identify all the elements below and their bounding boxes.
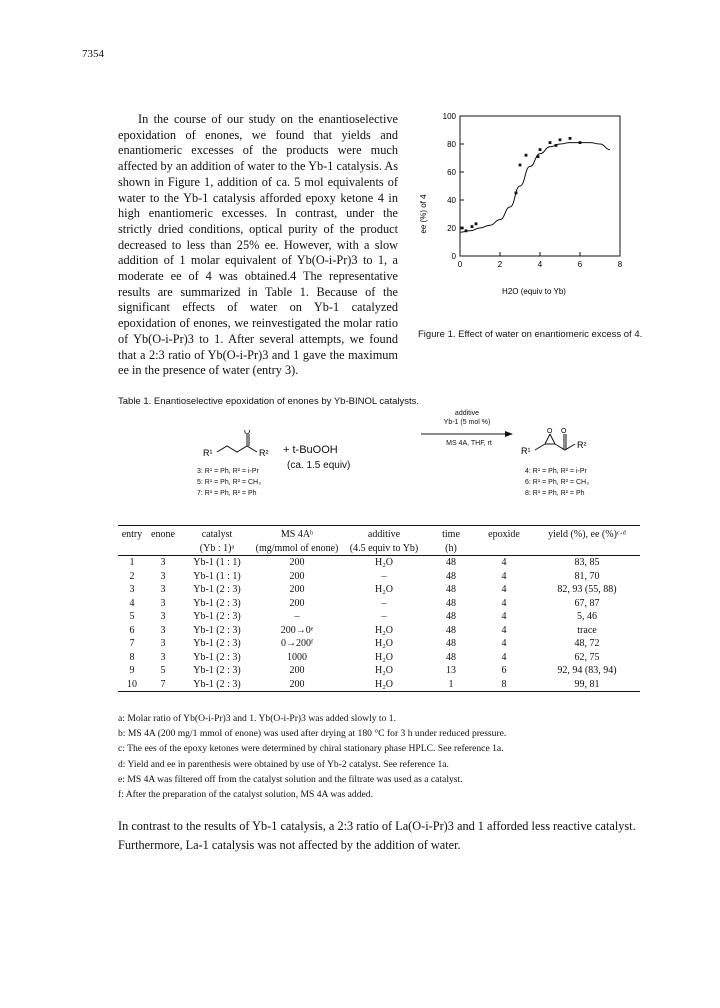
- table-cell: Yb-1 (2 : 3): [193, 611, 241, 623]
- table-cell: 4: [501, 584, 507, 596]
- table-cell: 5: [160, 665, 166, 677]
- header-row-2: [118, 542, 640, 556]
- table-cell: 9: [129, 665, 135, 677]
- data-point: [461, 227, 464, 230]
- table-cell: 3: [160, 624, 166, 636]
- results-table: [118, 525, 640, 692]
- column-header: MS 4Aᵇ: [254, 526, 340, 542]
- table-cell: 200: [289, 597, 305, 609]
- figure-1-chart: [408, 106, 638, 296]
- intro-text: In the course of our study on the enantioselective epoxidation of enones, we found that yields and enantiomeric excesses of the products were much affected by an addition of water to the Yb-1 catalysis. As shown in Figure 1, addition of ca. 5 mol equivalents of water to the Yb-1 catalysis afforded epoxy ketone 4 in high enantiomeric excesses. In contrast, under the strictly dried conditions, optical purity of the product decreased to less than 25% ee. However, with a slow addition of 1 molar equivalent of Yb(O-i-Pr)3 to 1, a moderate ee of 4 was obtained.4 The representative results are summarized in Table 1. Because of the significant effects of water on Yb-1 catalyzed epoxidation of enones, we reinvestigated the molar ratio of Yb(O-i-Pr)3 to 1. After several attempts, we found that a 2:3 ratio of Yb(O-i-Pr)3 and 1 gave the maximum ee in the presence of water (entry 3).: [118, 112, 398, 378]
- table-row: [118, 678, 640, 692]
- table-cell: 3: [160, 611, 166, 623]
- table-cell: 4: [501, 557, 507, 569]
- table-cell: 99, 81: [534, 678, 640, 692]
- table-cell: 3: [160, 651, 166, 663]
- svg-text:O: O: [547, 428, 553, 435]
- table-cell: 200: [254, 678, 340, 692]
- arrow-label-2: Yb-1 (5 mol %): [443, 419, 491, 426]
- column-subheader: (h): [428, 542, 474, 556]
- data-point: [555, 144, 558, 147]
- right-def-3: 8: R¹ = Ph, R² = Ph: [525, 490, 585, 497]
- svg-text:R²: R²: [577, 440, 587, 450]
- table-row: [118, 637, 640, 651]
- footnote-c: c: The ees of the epoxy ketones were determined by chiral stationary phase HPLC. See reference 1a.: [118, 743, 504, 755]
- table-body: [118, 556, 640, 692]
- column-subheader: (4.5 equiv to Yb): [340, 542, 428, 556]
- table-cell: H₂O: [375, 584, 393, 596]
- table-cell: 7: [129, 638, 135, 650]
- column-subheader: [474, 542, 534, 556]
- table-cell: 200: [289, 570, 305, 582]
- right-definitions: [525, 466, 589, 499]
- table-cell: 4: [501, 597, 507, 609]
- table-cell: –: [381, 611, 387, 623]
- reagent: + t-BuOOH: [283, 444, 338, 456]
- table-cell: 4: [501, 570, 507, 582]
- column-header: enone: [146, 526, 180, 542]
- data-point: [569, 137, 572, 140]
- data-point: [465, 229, 468, 232]
- table-cell: –: [381, 570, 387, 582]
- table-row: [118, 583, 640, 597]
- table-cell: 48, 72: [574, 638, 600, 650]
- table-cell: H₂O: [375, 624, 393, 636]
- table-cell: trace: [577, 624, 597, 636]
- table-cell: 1000: [287, 651, 307, 663]
- table-cell: H₂O: [375, 665, 393, 677]
- arrow-label-3: MS 4A, THF, rt: [446, 440, 492, 447]
- table-cell: 7: [146, 678, 180, 692]
- column-subheader: (mg/mmol of enone): [255, 542, 339, 554]
- table-cell: 48: [446, 624, 456, 636]
- table-cell: 48: [446, 570, 456, 582]
- svg-text:R¹: R¹: [203, 448, 213, 458]
- closing-paragraph: [118, 817, 658, 854]
- table-cell: Yb-1 (2 : 3): [193, 624, 241, 636]
- data-point: [519, 164, 522, 167]
- table-cell: 2: [129, 570, 135, 582]
- y-tick-label: 100: [442, 112, 456, 121]
- left-def-3: 7: R¹ = Ph, R² = Ph: [197, 490, 257, 497]
- table-cell: 67, 87: [574, 597, 600, 609]
- data-point: [475, 222, 478, 225]
- table-cell: Yb-1 (2 : 3): [193, 665, 241, 677]
- table-cell: 1: [428, 678, 474, 692]
- x-tick-label: 6: [577, 260, 583, 269]
- table-cell: 6: [501, 665, 507, 677]
- data-point: [559, 138, 562, 141]
- table-row: [118, 624, 640, 638]
- table-cell: 81, 70: [574, 570, 600, 582]
- table-cell: 200: [289, 557, 305, 569]
- table-cell: Yb-1 (2 : 3): [193, 597, 241, 609]
- table-cell: Yb-1 (2 : 3): [193, 651, 241, 663]
- table-row: [118, 610, 640, 624]
- table-cell: 1: [129, 557, 135, 569]
- right-def-1: 4: R¹ = Ph, R² = i-Pr: [525, 468, 587, 475]
- table-cell: 62, 75: [574, 651, 600, 663]
- column-header: additive: [340, 526, 428, 542]
- data-points: [461, 137, 582, 232]
- table-cell: 48: [446, 611, 456, 623]
- enone-structure: [203, 430, 273, 460]
- svg-text:R¹: R¹: [521, 446, 531, 456]
- table-cell: Yb-1 (1 : 1): [193, 570, 241, 582]
- table-cell: 200: [289, 665, 305, 677]
- table-cell: 8: [474, 678, 534, 692]
- reaction-arrow: [421, 430, 513, 438]
- table-cell: 48: [446, 597, 456, 609]
- footnote-f: f: After the preparation of the catalyst solution, MS 4A was added.: [118, 789, 373, 801]
- table-cell: 8: [129, 651, 135, 663]
- column-subheader: [146, 542, 180, 556]
- table-cell: Yb-1 (2 : 3): [193, 584, 241, 596]
- x-tick-label: 8: [617, 260, 623, 269]
- column-header: yield (%), ee (%)ᶜ·ᵈ: [534, 526, 640, 542]
- data-point: [525, 154, 528, 157]
- table-cell: H₂O: [375, 651, 393, 663]
- data-point: [515, 192, 518, 195]
- table-cell: Yb-1 (1 : 1): [193, 557, 241, 569]
- intro-paragraph: [118, 112, 398, 379]
- data-point: [471, 225, 474, 228]
- table-row: [118, 597, 640, 611]
- footnote-e: e: MS 4A was filtered off from the catalyst solution and the filtrate was used as a catalyst.: [118, 773, 463, 785]
- left-def-1: 3: R¹ = Ph, R² = i-Pr: [197, 468, 259, 475]
- column-subheader: [118, 542, 146, 556]
- data-point: [537, 155, 540, 158]
- table-cell: 10: [118, 678, 146, 692]
- table-row: [118, 570, 640, 584]
- table-cell: 4: [501, 611, 507, 623]
- right-def-2: 6: R¹ = Ph, R² = CH₃: [525, 479, 589, 486]
- x-tick-label: 0: [457, 260, 463, 269]
- chart-ticks: [443, 112, 623, 269]
- table-cell: 200→0ᵉ: [280, 624, 314, 636]
- data-point: [579, 141, 582, 144]
- figure-caption: Figure 1. Effect of water on enantiomeric excess of 4.: [418, 329, 643, 340]
- table-cell: 3: [160, 638, 166, 650]
- column-subheader: (Yb : 1)ᵃ: [180, 542, 254, 556]
- table-cell: 92, 94 (83, 94): [557, 665, 617, 677]
- table-cell: 83, 85: [574, 557, 600, 569]
- column-header: epoxide: [474, 526, 534, 542]
- column-header: time: [428, 526, 474, 542]
- table-cell: 3: [160, 570, 166, 582]
- table-cell: 82, 93 (55, 88): [557, 584, 617, 596]
- reagent-equiv: (ca. 1.5 equiv): [287, 460, 351, 471]
- table-cell: 0→200ᶠ: [280, 638, 314, 650]
- arrow-label-1: additive: [454, 410, 480, 417]
- svg-text:O: O: [244, 430, 251, 436]
- table-cell: 48: [446, 584, 456, 596]
- data-point: [539, 148, 542, 151]
- table-cell: 4: [501, 651, 507, 663]
- fit-curve: [460, 143, 610, 233]
- header-row-1: [118, 526, 640, 542]
- table-row: [118, 651, 640, 665]
- page-number: 7354: [82, 48, 104, 60]
- table-cell: 3: [160, 597, 166, 609]
- column-header: catalyst: [180, 526, 254, 542]
- table-row: [118, 556, 640, 570]
- x-tick-label: 2: [497, 260, 503, 269]
- table-cell: H₂O: [375, 638, 393, 650]
- table-cell: 13: [446, 665, 456, 677]
- x-tick-label: 4: [537, 260, 543, 269]
- table-cell: 6: [129, 624, 135, 636]
- y-tick-label: 80: [447, 140, 456, 149]
- table-cell: Yb-1 (2 : 3): [180, 678, 254, 692]
- svg-text:R²: R²: [259, 448, 269, 458]
- table-cell: 4: [501, 624, 507, 636]
- column-subheader: [534, 542, 640, 556]
- table-cell: 48: [446, 651, 456, 663]
- table-cell: H₂O: [375, 557, 393, 569]
- y-tick-label: 60: [447, 168, 456, 177]
- table-cell: 48: [446, 557, 456, 569]
- table-cell: 4: [129, 597, 135, 609]
- table-caption: Table 1. Enantioselective epoxidation of enones by Yb-BINOL catalysts.: [118, 396, 420, 407]
- column-header: entry: [118, 526, 146, 542]
- y-axis-label: ee (%) of 4: [419, 194, 428, 234]
- left-definitions: [197, 466, 261, 499]
- left-def-2: 5: R¹ = Ph, R² = CH₃: [197, 479, 261, 486]
- footnote-a: a: Molar ratio of Yb(O-i-Pr)3 and 1. Yb(O-i-Pr)3 was added slowly to 1.: [118, 713, 396, 724]
- table-cell: –: [294, 611, 300, 623]
- y-tick-label: 0: [451, 252, 456, 261]
- reaction-scheme: [195, 410, 625, 522]
- epoxide-structure: [521, 424, 601, 460]
- table-cell: –: [381, 597, 387, 609]
- data-point: [549, 141, 552, 144]
- y-tick-label: 40: [447, 196, 456, 205]
- footnote-b: b: MS 4A (200 mg/1 mmol of enone) was used after drying at 180 °C for 3 h under reduced pressure.: [118, 728, 507, 740]
- chart-axes: [460, 116, 620, 256]
- plot-frame: [460, 116, 620, 256]
- table-cell: H₂O: [340, 678, 428, 692]
- table-cell: 3: [129, 584, 135, 596]
- table-cell: 5, 46: [577, 611, 597, 623]
- outro-text: In contrast to the results of Yb-1 catalysis, a 2:3 ratio of La(O-i-Pr)3 and 1 afforded less reactive catalyst. Furthermore, La-1 catalysis was not affected by the addition of water.: [118, 819, 636, 852]
- table-cell: 5: [129, 611, 135, 623]
- y-tick-label: 20: [447, 224, 456, 233]
- svg-text:O: O: [561, 428, 567, 435]
- table-cell: 48: [446, 638, 456, 650]
- table-cell: 4: [501, 638, 507, 650]
- table-cell: 200: [289, 584, 305, 596]
- table-cell: Yb-1 (2 : 3): [193, 638, 241, 650]
- x-axis-label: H2O (equiv to Yb): [502, 287, 566, 296]
- table-cell: 3: [160, 557, 166, 569]
- table-row: [118, 664, 640, 678]
- table-cell: 3: [160, 584, 166, 596]
- footnote-d: d: Yield and ee in parenthesis were obtained by use of Yb-2 catalyst. See reference 1a.: [118, 758, 449, 770]
- table-footnotes: [118, 711, 658, 802]
